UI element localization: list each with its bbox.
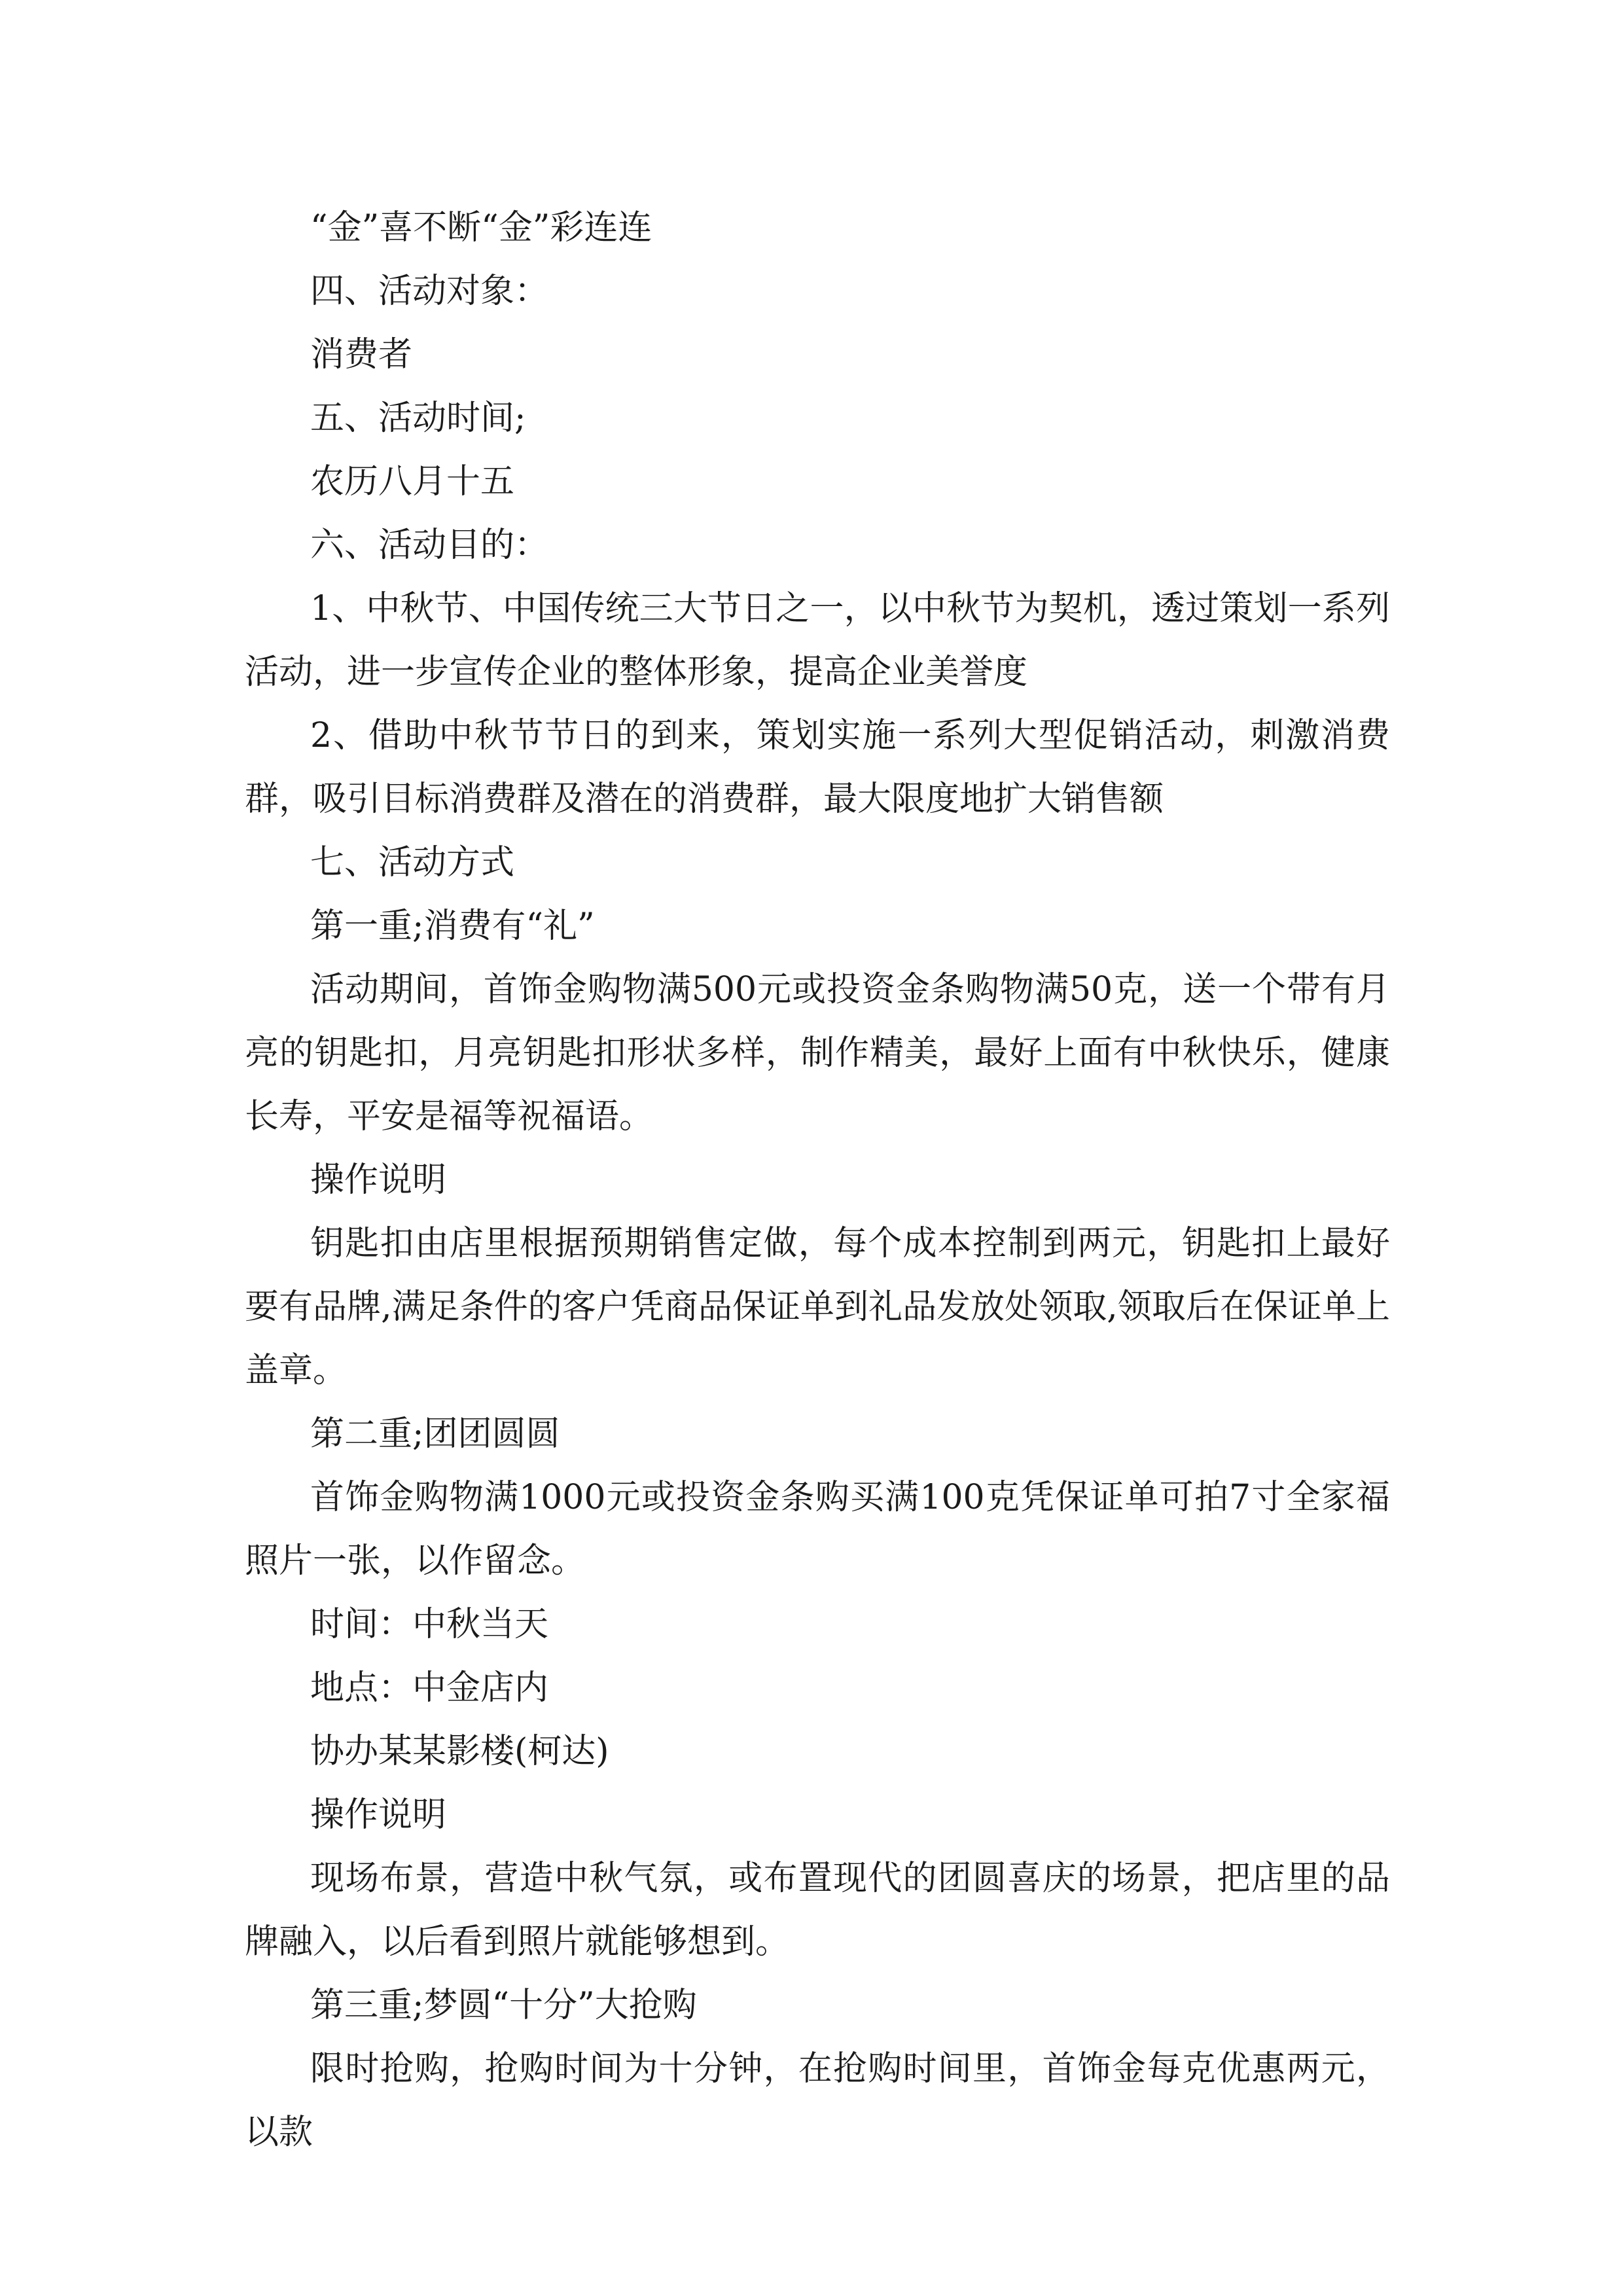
paragraph-operation-1: 钥匙扣由店里根据预期销售定做，每个成本控制到两元，钥匙扣上最好要有品牌,满足条件的客户凭商品保证单到礼品发放处领取,领取后在保证单上盖章。 (245, 1224, 1390, 1390)
paragraph-target: 消费者 (310, 335, 413, 374)
heading-stage-2: 第二重;团团圆圆 (310, 1414, 560, 1454)
heading-activity-purpose: 六、活动目的： (310, 526, 549, 565)
heading-activity-time: 五、活动时间; (310, 399, 526, 438)
paragraph-stage-2: 首饰金购物满1000元或投资金条购买满100克凭保证单可拍7寸全家福照片一张，以作留念。 (245, 1478, 1390, 1581)
heading-operation-1: 操作说明 (310, 1160, 447, 1200)
paragraph-slogan: “金”喜不断“金”彩连连 (310, 208, 652, 247)
heading-stage-3: 第三重;梦圆“十分”大抢购 (310, 1986, 697, 2025)
paragraph-time: 农历八月十五 (310, 462, 515, 501)
paragraph-stage-2-location: 地点：中金店内 (310, 1668, 549, 1708)
heading-activity-target: 四、活动对象： (310, 272, 549, 311)
paragraph-purpose-2: 2、借助中秋节节日的到来，策划实施一系列大型促销活动，刺激消费群，吸引目标消费群及潜在的消费群，最大限度地扩大销售额 (245, 716, 1390, 819)
paragraph-stage-2-time: 时间：中秋当天 (310, 1605, 549, 1644)
paragraph-purpose-1: 1、中秋节、中国传统三大节日之一，以中秋节为契机，透过策划一系列活动，进一步宣传企业的整体形象，提高企业美誉度 (245, 589, 1390, 692)
heading-stage-1: 第一重;消费有“礼” (310, 906, 595, 946)
paragraph-stage-1: 活动期间，首饰金购物满500元或投资金条购物满50克，送一个带有月亮的钥匙扣，月亮钥匙扣形状多样，制作精美，最好上面有中秋快乐，健康长寿，平安是福等祝福语。 (245, 970, 1390, 1136)
heading-operation-2: 操作说明 (310, 1795, 447, 1835)
heading-activity-method: 七、活动方式 (310, 843, 515, 882)
document-body (245, 196, 1390, 2164)
paragraph-stage-3: 限时抢购，抢购时间为十分钟，在抢购时间里，首饰金每克优惠两元，以款 (245, 2049, 1390, 2152)
paragraph-stage-2-partner: 协办某某影楼(柯达) (310, 1732, 609, 1771)
paragraph-operation-2: 现场布景，营造中秋气氛，或布置现代的团圆喜庆的场景，把店里的品牌融入，以后看到照片就能够想到。 (245, 1859, 1390, 1962)
